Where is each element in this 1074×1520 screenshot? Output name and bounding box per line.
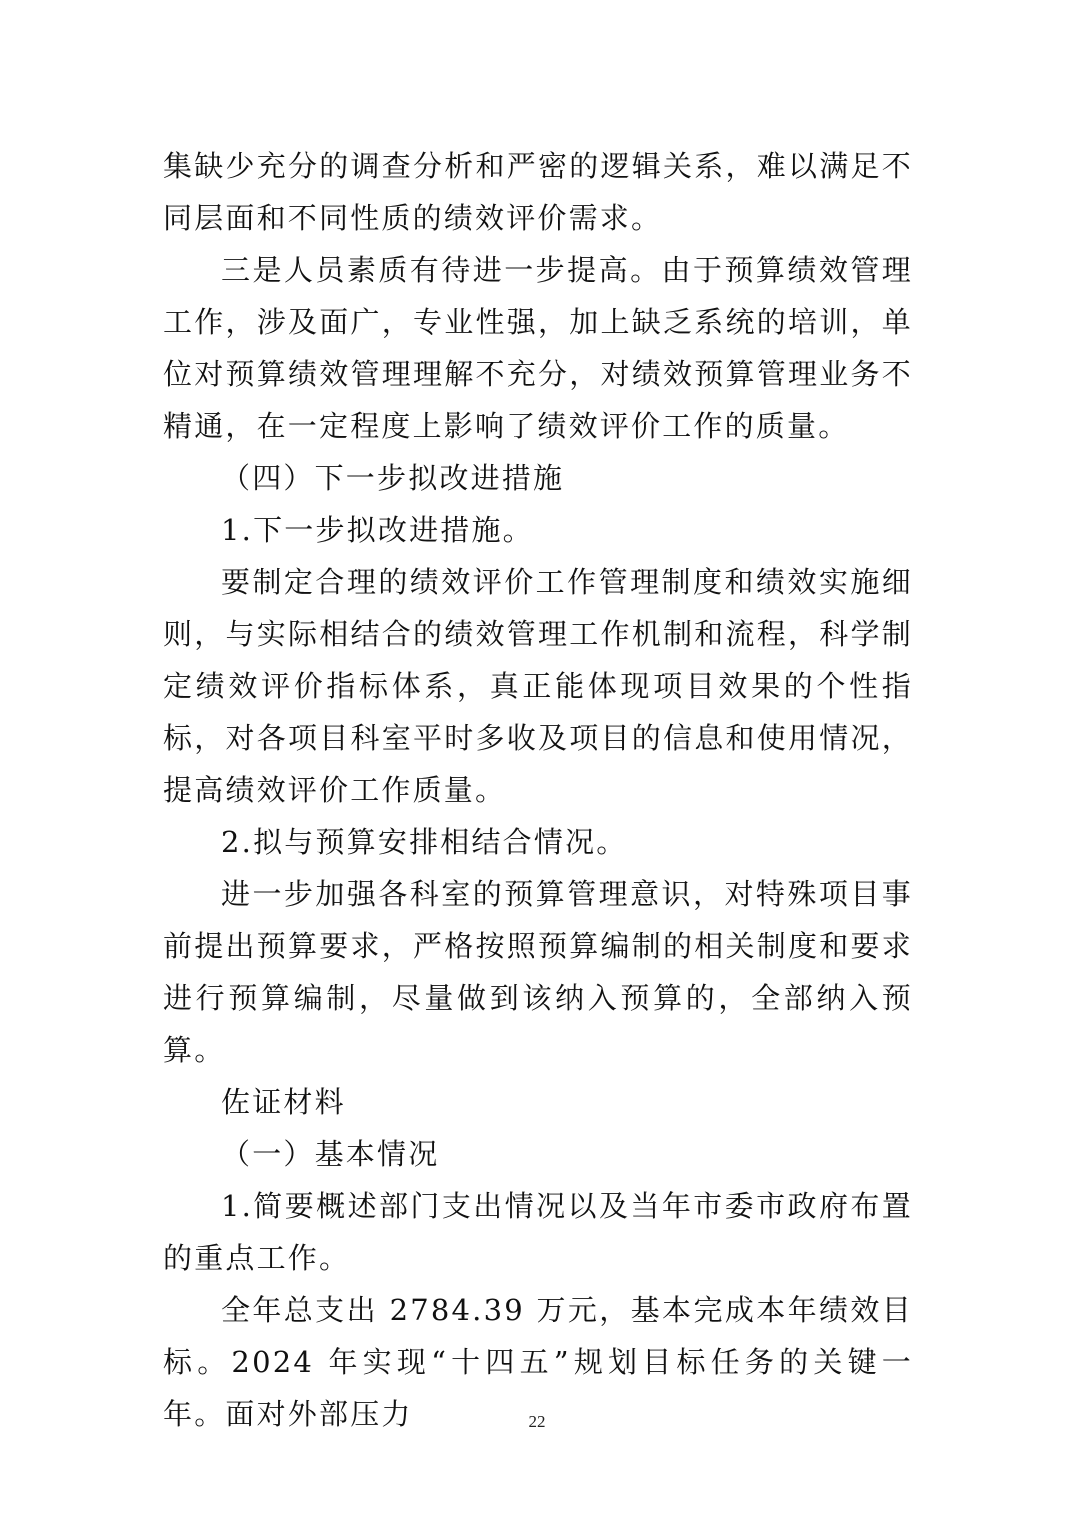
paragraph-improvement-measures: 要制定合理的绩效评价工作管理制度和绩效实施细则，与实际相结合的绩效管理工作机制和流程，科学制定绩效评价指标体系，真正能体现项目效果的个性指标，对各项目科室平时多收及项目的信息和使用情况，提高绩效评价工作质量。: [163, 565, 913, 807]
section-heading-next-steps: （四）下一步拟改进措施: [221, 461, 565, 495]
paragraph-staff-quality: 三是人员素质有待进一步提高。由于预算绩效管理工作，涉及面广，专业性强，加上缺乏系统的培训，单位对预算绩效管理理解不充分，对绩效预算管理业务不精通，在一定程度上影响了绩效评价工作的质量。: [163, 253, 913, 443]
heading-supporting-materials: 佐证材料: [221, 1085, 346, 1119]
paragraph-continuation: 集缺少充分的调查分析和严密的逻辑关系，难以满足不同层面和不同性质的绩效评价需求。: [163, 149, 913, 235]
subheading-expenditure-overview: 1.简要概述部门支出情况以及当年市委市政府布置的重点工作。: [163, 1189, 913, 1275]
subheading-budget-integration: 2.拟与预算安排相结合情况。: [221, 825, 628, 859]
paragraph-expenditure-total: 全年总支出 2784.39 万元，基本完成本年绩效目标。2024 年实现“十四五”规划目标任务的关键一年。面对外部压力: [163, 1293, 913, 1431]
body-text: [163, 140, 913, 1440]
section-heading-basic-info: （一）基本情况: [221, 1137, 440, 1171]
page-number: 22: [528, 1412, 546, 1431]
paragraph-budget-integration: 进一步加强各科室的预算管理意识，对特殊项目事前提出预算要求，严格按照预算编制的相关制度和要求进行预算编制，尽量做到该纳入预算的，全部纳入预算。: [163, 877, 913, 1067]
subheading-improvement-measures: 1.下一步拟改进措施。: [221, 513, 534, 547]
